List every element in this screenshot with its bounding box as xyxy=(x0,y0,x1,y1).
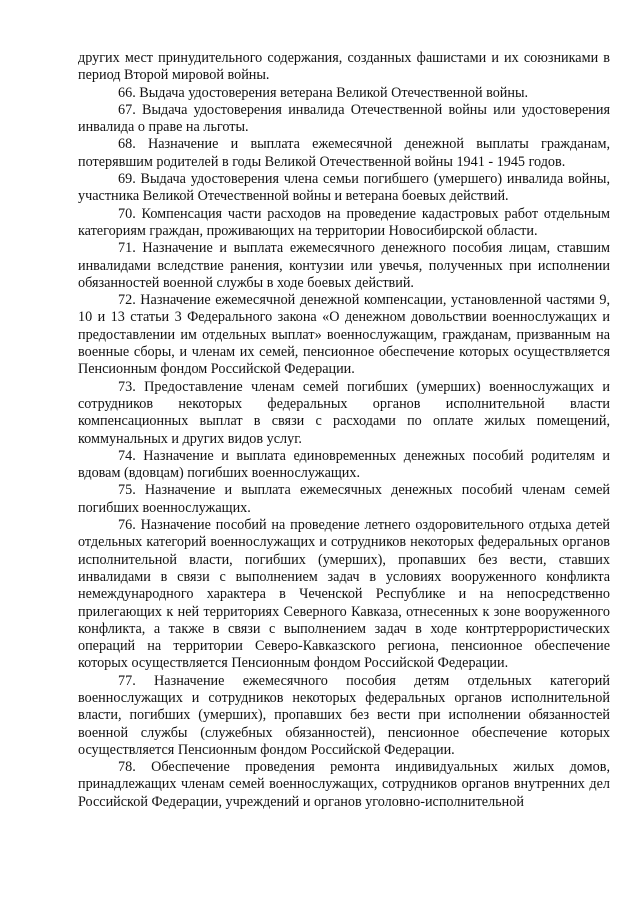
paragraph-continuation: других мест принудительного содержания, созданных фашистами и их союзниками в период Второй мировой войны. xyxy=(78,50,610,84)
paragraph-item-76: 76. Назначение пособий на проведение летнего оздоровительного отдыха детей отдельных категорий военнослужащих и сотрудников некоторых федеральных органов исполнительной власти, погибших (умерших), пропавших без вести, ставших инвалидами в связи с выполнением задач в условиях вооруженного конфликта немеждународного характера в Чеченской Республике и на непосредственно прилегающих к ней территориях Северного Кавказа, отнесенных к зоне вооруженного конфликта, а также в связи с выполнением задач в ходе контртеррористических операций на территории Северо-Кавказского региона, пенсионное обеспечение которых осуществляется Пенсионным фондом Российской Федерации. xyxy=(78,517,610,672)
paragraph-item-67: 67. Выдача удостоверения инвалида Отечественной войны или удостоверения инвалида о праве на льготы. xyxy=(78,101,610,136)
paragraph-item-68: 68. Назначение и выплата ежемесячной денежной выплаты гражданам, потерявшим родителей в годы Великой Отечественной войны 1941 - 1945 годов. xyxy=(78,136,610,170)
paragraph-item-72: 72. Назначение ежемесячной денежной компенсации, установленной частями 9, 10 и 13 статьи 3 Федерального закона «О денежном довольствии военнослужащих и предоставлении им отдельных выплат» военнослужащим, гражданам, призванным на военные сборы, и членам их семей, пенсионное обеспечение которых осуществляется Пенсионным фондом Российской Федерации. xyxy=(78,292,610,378)
paragraph-item-75: 75. Назначение и выплата ежемесячных денежных пособий членам семей погибших военнослужащих. xyxy=(78,482,610,516)
paragraph-item-73: 73. Предоставление членам семей погибших (умерших) военнослужащих и сотрудников некоторых федеральных органов исполнительной власти компенсационных выплат в связи с расходами по оплате жилых помещений, коммунальных и других видов услуг. xyxy=(78,378,610,447)
paragraph-item-74: 74. Назначение и выплата единовременных денежных пособий родителям и вдовам (вдовцам) погибших военнослужащих. xyxy=(78,447,610,482)
paragraph-item-78: 78. Обеспечение проведения ремонта индивидуальных жилых домов, принадлежащих членам семей военнослужащих, сотрудников органов внутренних дел Российской Федерации, учреждений и органов уголовно-исполнительной xyxy=(78,759,610,810)
document-page xyxy=(78,50,610,811)
paragraph-item-77: 77. Назначение ежемесячного пособия детям отдельных категорий военнослужащих и сотрудников некоторых федеральных органов исполнительной власти, погибших (умерших), пропавших без вести при исполнении обязанностей военной службы (служебных обязанностей), пенсионное обеспечение которых осуществляется Пенсионным фондом Российской Федерации. xyxy=(78,672,610,758)
paragraph-item-71: 71. Назначение и выплата ежемесячного денежного пособия лицам, ставшим инвалидами вследствие ранения, контузии или увечья, полученных при исполнении обязанностей военной службы в ходе боевых действий. xyxy=(78,240,610,291)
paragraph-item-70: 70. Компенсация части расходов на проведение кадастровых работ отдельным категориям граждан, проживающих на территории Новосибирской области. xyxy=(78,205,610,239)
paragraph-item-66: 66. Выдача удостоверения ветерана Великой Отечественной войны. xyxy=(118,84,529,101)
paragraph-item-69: 69. Выдача удостоверения члена семьи погибшего (умершего) инвалида войны, участника Великой Отечественной войны и ветерана боевых действий. xyxy=(78,171,610,205)
